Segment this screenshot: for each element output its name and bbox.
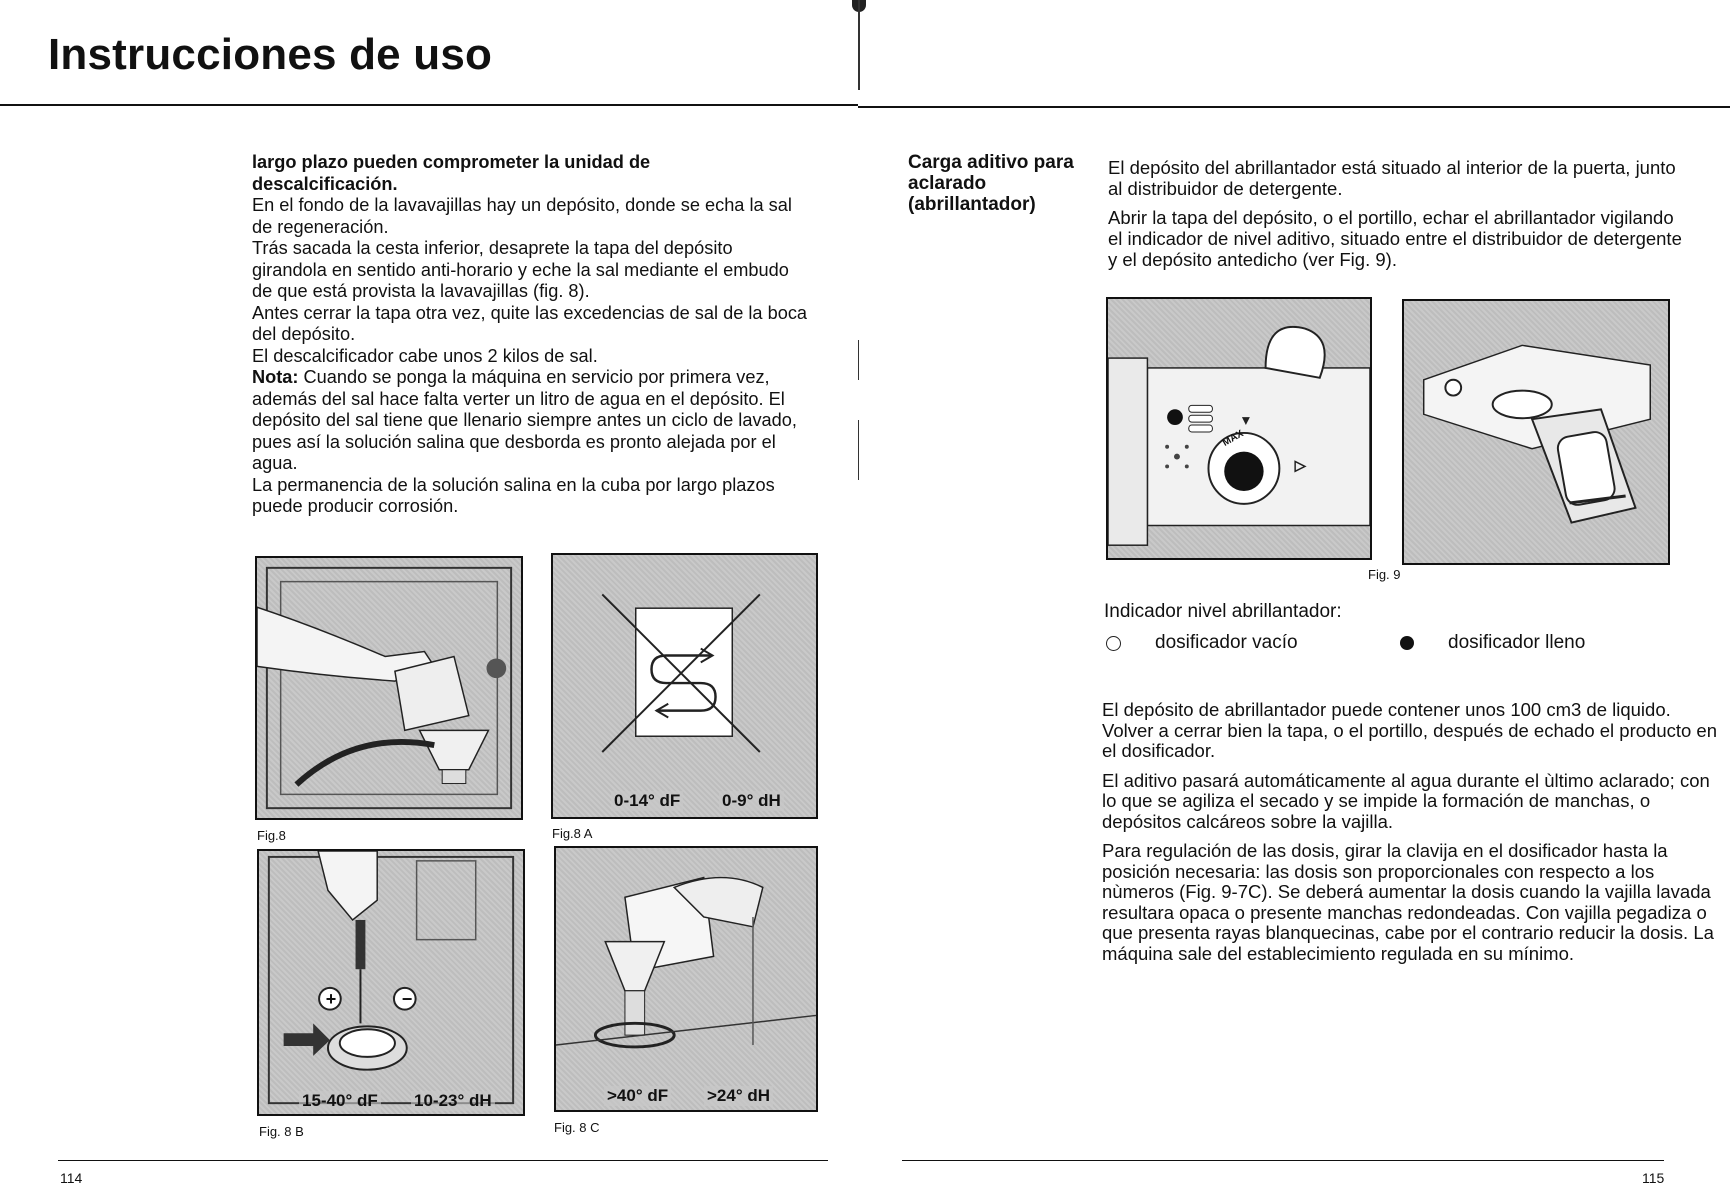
paragraph: Abrir la tapa del depósito, o el portillo, echar el abrillantador vigilando el indicador de nivel aditivo, situado entre el distribuidor de detergente y el depósito antedicho (ver Fig. 9). bbox=[1108, 207, 1682, 270]
note-label: Nota: bbox=[252, 367, 299, 387]
section-heading-line: aclarado bbox=[908, 173, 987, 194]
figure-caption: Fig. 8 C bbox=[554, 1120, 600, 1135]
indicator-empty-label: dosificador vacío bbox=[1155, 632, 1298, 653]
paragraph: El depósito de abrillantador puede contener unos 100 cm3 de liquido. Volver a cerrar bien la tapa, o el portillo, después de echado el producto en el dosificador. bbox=[1102, 699, 1718, 761]
dial-max-text: MAX bbox=[1220, 428, 1246, 449]
page-number-left: 114 bbox=[60, 1170, 83, 1186]
paragraph: Antes cerrar la tapa otra vez, quite las excedencias de sal de la boca del depósito. bbox=[252, 302, 808, 344]
spine-line bbox=[858, 420, 859, 480]
hardness-df: >40° dF bbox=[604, 1086, 671, 1106]
salt-box-illustration bbox=[556, 848, 816, 1110]
figure-caption: Fig.8 A bbox=[552, 826, 593, 841]
page-title: Instrucciones de uso bbox=[48, 30, 493, 79]
figure-caption: Fig.8 bbox=[257, 828, 286, 843]
paragraph: El depósito del abrillantador está situado al interior de la puerta, junto al distribuidor de detergente. bbox=[1108, 157, 1676, 199]
paragraph: En el fondo de la lavavajillas hay un depósito, donde se echa la sal de regeneración. bbox=[252, 195, 792, 237]
section-heading-line: descalcificación. bbox=[252, 173, 398, 194]
dispenser-lid-illustration bbox=[1404, 301, 1668, 563]
page-number-right: 115 bbox=[1642, 1170, 1665, 1186]
body-text bbox=[1102, 700, 1722, 973]
hardness-dh: 10-23° dH bbox=[411, 1091, 495, 1111]
paragraph: Trás sacada la cesta inferior, desaprete la tapa del depósito girandola en sentido anti-horario y eche la sal mediante el embudo de que está provista la lavavajillas (fig. 8). bbox=[252, 238, 789, 301]
section-heading-line: largo plazo pueden comprometer la unidad de bbox=[252, 152, 651, 172]
indicator-empty bbox=[1106, 632, 1298, 654]
top-rule-right bbox=[858, 106, 1730, 108]
empty-circle-icon bbox=[1106, 636, 1121, 651]
section-heading bbox=[908, 152, 1088, 215]
filled-circle-icon bbox=[1400, 636, 1414, 650]
spine-line bbox=[858, 340, 859, 380]
hardness-df: 15-40° dF bbox=[299, 1091, 381, 1111]
top-rule-left bbox=[0, 104, 858, 106]
figure-8c-salt-fill bbox=[554, 846, 818, 1112]
paragraph: El descalcificador cabe unos 2 kilos de sal. bbox=[252, 345, 598, 366]
spine-line bbox=[858, 0, 860, 90]
paragraph: El aditivo pasará automáticamente al agua durante el ùltimo aclarado; con lo que se agiliza el secado y se impide la formación de manchas, o depósitos calcáreos sobre la vajilla. bbox=[1102, 769, 1710, 832]
paragraph: La permanencia de la solución salina en la cuba por largo plazos puede producir corrosión. bbox=[252, 474, 775, 516]
note-text: Cuando se ponga la máquina en servicio por primera vez, además del sal hace falta verter un litro de agua en el depósito. El depósito del sal tiene que llenario siempre antes un ciclo de lavado, pues así la solución salina que desborda es pronto alejada por el agua. bbox=[252, 367, 797, 473]
hardness-dh: >24° dH bbox=[704, 1086, 773, 1106]
crossed-symbol-illustration bbox=[553, 555, 816, 817]
indicator-full-label: dosificador lleno bbox=[1448, 632, 1586, 653]
hardness-dh: 0-9° dH bbox=[719, 791, 784, 811]
figure-9-dispenser-open bbox=[1402, 299, 1670, 565]
note-paragraph bbox=[252, 367, 812, 475]
paragraph: Para regulación de las dosis, girar la clavija en el dosificador hasta la posición necesaria: las dosis son proporcionales con respecto a los nùmeros (Fig. 9-7C). Se deberá aumentar la dosis cuando la vajilla lavada resultara opaca o presente manchas redondeadas. Con vajilla pegadiza o que presenta rayas blanquecinas, cabe por el contrario reducir la dosis. La máquina sale del establecimiento regulada en su mínimo. bbox=[1102, 840, 1714, 964]
figure-8-salt-funnel bbox=[255, 556, 523, 820]
bottom-rule-left bbox=[58, 1160, 828, 1161]
indicator-title: Indicador nivel abrillantador: bbox=[1104, 601, 1342, 622]
indicator-full bbox=[1400, 632, 1585, 654]
figure-8b-hardness-adjust bbox=[257, 849, 525, 1116]
bottom-rule-right bbox=[902, 1160, 1664, 1161]
figure-caption: Fig. 9 bbox=[1368, 567, 1401, 582]
section-heading-line: Carga aditivo para bbox=[908, 152, 1074, 173]
plus-icon: + bbox=[325, 989, 337, 1009]
left-page-text bbox=[252, 152, 812, 518]
figure-8a-no-salt bbox=[551, 553, 818, 819]
salt-funnel-illustration bbox=[257, 558, 521, 818]
hardness-df: 0-14° dF bbox=[611, 791, 683, 811]
minus-icon: − bbox=[401, 989, 413, 1009]
figure-caption: Fig. 8 B bbox=[259, 1124, 304, 1139]
intro-text bbox=[1108, 157, 1688, 278]
figure-9-dispenser-dial bbox=[1106, 297, 1372, 560]
hardness-knob-illustration bbox=[259, 851, 523, 1114]
section-heading-line: (abrillantador) bbox=[908, 194, 1036, 215]
